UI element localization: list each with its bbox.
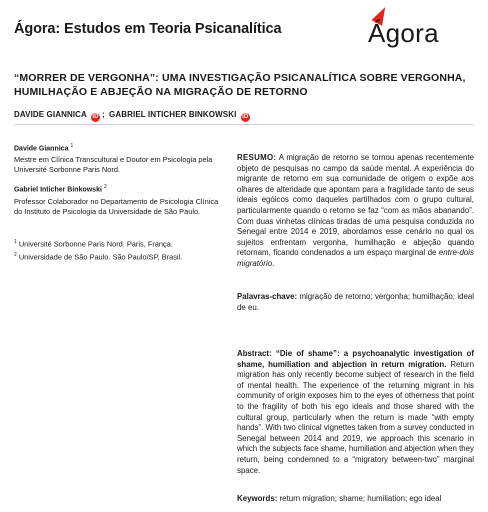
keywords-label: Keywords: <box>237 494 278 503</box>
journal-logo <box>368 6 472 48</box>
article-title: “MORRER DE VERGONHA”: UMA INVESTIGAÇÃO PSICANALÍTICA SOBRE VERGONHA, HUMILHAÇÃO E ABJEÇÃO NA MIGRAÇÃO DE RETORNO <box>14 72 466 98</box>
header-divider <box>14 124 474 125</box>
palavras-chave-block <box>237 292 474 313</box>
author1-name: Davide Giannica <box>14 145 69 153</box>
abstract-title: “Die of shame”: a psychoanalytic investigation of shame, humiliation and abjection in return migration. <box>237 349 474 369</box>
resumo-block <box>237 153 474 270</box>
footnote-2-text: Universidade de São Paulo. São Paulo/SP, Brasil. <box>18 252 183 262</box>
author2-description: Professor Colaborador no Departamento de Psicologia Clínica do Instituto de Psicologia da Universidade de São Paulo. <box>14 197 219 216</box>
resumo-label: RESUMO: <box>237 153 277 162</box>
footnote-2 <box>14 250 224 262</box>
author-separator: ; <box>101 110 105 119</box>
author-name[interactable]: DAVIDE GIANNICA <box>14 110 87 119</box>
resumo-text-end: . <box>272 258 275 268</box>
orcid-icon[interactable]: iD <box>242 114 249 120</box>
palavras-label: Palavras-chave: <box>237 292 298 301</box>
abstract-block <box>237 349 474 476</box>
journal-title: Ágora: Estudos em Teoria Psicanalítica <box>14 21 282 37</box>
logo-text: Ágora <box>368 18 439 48</box>
footnote-1-text: Université Sorbonne Paris Nord. Paris, França. <box>18 239 173 249</box>
author1-heading <box>14 141 224 154</box>
palavras-text: migração de retorno; vergonha; humilhação; ideal de eu. <box>237 292 474 312</box>
footnote-2-sup: 2 <box>14 252 17 258</box>
orcid-icon[interactable]: iD <box>92 114 99 120</box>
abstract-label: Abstract: <box>237 349 272 358</box>
author-name[interactable]: GABRIEL INTICHER BINKOWSKI <box>109 110 237 119</box>
author1-description: Mestre em Clínica Transcultural e Doutor em Psicologia pela Université Sorbonne Paris Nord. <box>14 155 213 174</box>
author2-heading <box>14 182 224 195</box>
author1-sup: 1 <box>70 143 74 149</box>
abstract-text: Return migration has only recently become subject of research in the field of mental health. The experience of the returning migrant in his community of origin exposes him to the eyes of otherness that point to the fragility of both his ego ideals and those shared with the cultural group, particularly when the return is made “with empty hands”. With two clinical vignettes taken from a survey conducted in Senegal between 2014 and 2019, we approach this scenario in which the subjects face shame, humiliation and abjection when they return, being condemned to a “migratory between-two” marginal space. <box>237 359 474 475</box>
footnote-1-sup: 1 <box>14 239 17 245</box>
resumo-text-italic: entre-dois migratório <box>237 248 474 268</box>
authors-line <box>14 110 250 122</box>
footnote-1 <box>14 237 224 249</box>
resumo-text: A migração de retorno se tornou apenas recentemente objeto de pesquisas no campo da saúde mental. A experiência do migrante de retorno em sua comunidade de origem o expõe aos olhares de alteridade que apontam para a fragilidade tanto de seus ideais egóicos como daqueles partilhados com o grupo cultural, particularmente quando o retorno se faz “com as mãos abanando”. Com duas vinhetas clínicas tiradas de uma pesquisa conduzida no Senegal entre 2014 e 2019, abordamos esse cenário no qual os sujeitos enfrentam vergonha, humilhação e abjeção quando retornam, ficando condenados a um espaço marginal de <box>237 153 474 258</box>
author2-sup: 2 <box>103 184 107 190</box>
keywords-block <box>237 494 474 505</box>
keywords-text: return migration; shame; humiliation; ego ideal <box>279 494 442 503</box>
author2-name: Gabriel Inticher Binkowski <box>14 186 102 194</box>
